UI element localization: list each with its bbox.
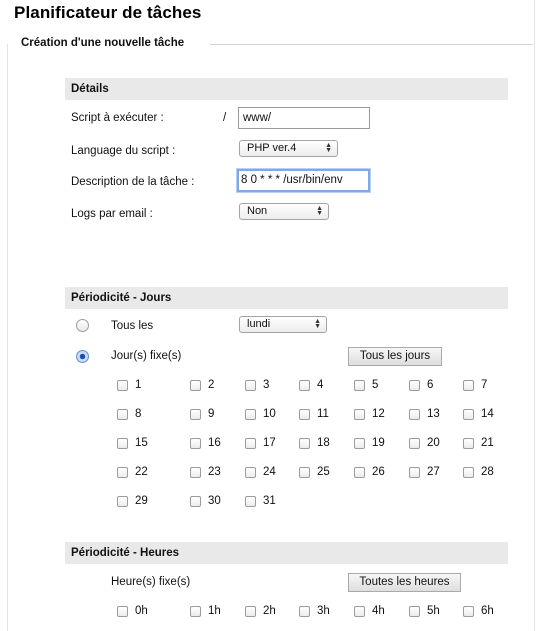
day-checkbox-label: 26 [372, 466, 385, 478]
radio-fixed-days[interactable] [76, 350, 89, 363]
hour-checkbox[interactable] [245, 606, 256, 617]
script-path-prefix: / [223, 112, 227, 124]
day-checkbox-label: 8 [135, 408, 142, 420]
legend-divider [210, 44, 533, 45]
day-checkbox[interactable] [409, 409, 420, 420]
day-checkbox[interactable] [117, 496, 128, 507]
day-checkbox-label: 15 [135, 437, 148, 449]
day-checkbox[interactable] [299, 380, 310, 391]
all-days-button[interactable]: Tous les jours [348, 347, 442, 366]
hour-checkbox-label: 2h [263, 605, 276, 617]
day-checkbox[interactable] [409, 380, 420, 391]
day-checkbox-label: 24 [263, 466, 276, 478]
day-checkbox-label: 3 [263, 379, 270, 391]
day-checkbox[interactable] [117, 409, 128, 420]
page-title: Planificateur de tâches [14, 3, 202, 22]
day-checkbox[interactable] [354, 438, 365, 449]
hour-checkbox[interactable] [190, 606, 201, 617]
hour-checkbox[interactable] [354, 606, 365, 617]
right-border [534, 0, 535, 631]
day-checkbox-label: 6 [427, 379, 434, 391]
hour-checkbox[interactable] [299, 606, 310, 617]
day-checkbox-label: 13 [427, 408, 440, 420]
script-path-input[interactable]: www/ [238, 107, 370, 129]
day-checkbox-label: 14 [481, 408, 494, 420]
day-checkbox[interactable] [299, 409, 310, 420]
day-checkbox-label: 25 [317, 466, 330, 478]
language-select[interactable] [239, 140, 338, 157]
radio-every-day[interactable] [76, 319, 89, 332]
logs-email-label: Logs par email : [71, 208, 153, 220]
left-border [7, 44, 8, 631]
day-checkbox-label: 20 [427, 437, 440, 449]
language-select-value: PHP ver.4 [247, 142, 297, 154]
logs-email-select[interactable] [239, 203, 329, 220]
hour-checkbox-label: 4h [372, 605, 385, 617]
every-day-label: Tous les [111, 320, 154, 332]
hour-checkbox-label: 1h [208, 605, 221, 617]
fixed-hours-label: Heure(s) fixe(s) [111, 576, 191, 588]
day-checkbox[interactable] [190, 438, 201, 449]
day-checkbox-label: 4 [317, 379, 324, 391]
day-checkbox-label: 28 [481, 466, 494, 478]
day-checkbox[interactable] [354, 467, 365, 478]
day-checkbox[interactable] [299, 467, 310, 478]
weekday-select[interactable] [239, 316, 327, 333]
logs-email-select-value: Non [247, 205, 268, 217]
fixed-days-label: Jour(s) fixe(s) [111, 350, 182, 362]
hour-checkbox-label: 5h [427, 605, 440, 617]
day-checkbox[interactable] [190, 409, 201, 420]
day-checkbox-label: 17 [263, 437, 276, 449]
day-checkbox-label: 2 [208, 379, 215, 391]
hour-checkbox[interactable] [463, 606, 474, 617]
hour-checkbox[interactable] [117, 606, 128, 617]
day-checkbox[interactable] [354, 409, 365, 420]
day-checkbox-label: 12 [372, 408, 385, 420]
hour-checkbox[interactable] [409, 606, 420, 617]
day-checkbox[interactable] [117, 438, 128, 449]
language-label: Language du script : [71, 145, 176, 157]
day-checkbox[interactable] [117, 467, 128, 478]
day-checkbox[interactable] [409, 438, 420, 449]
hour-checkbox-label: 6h [481, 605, 494, 617]
day-checkbox[interactable] [409, 467, 420, 478]
day-checkbox[interactable] [245, 380, 256, 391]
day-checkbox[interactable] [463, 438, 474, 449]
day-checkbox-label: 19 [372, 437, 385, 449]
form-legend: Création d'une nouvelle tâche [21, 37, 185, 49]
day-checkbox[interactable] [245, 467, 256, 478]
select-arrows-icon: ▲ ▼ [314, 318, 321, 330]
day-checkbox[interactable] [354, 380, 365, 391]
day-checkbox[interactable] [190, 496, 201, 507]
day-checkbox[interactable] [190, 467, 201, 478]
day-checkbox-label: 22 [135, 466, 148, 478]
day-checkbox[interactable] [245, 438, 256, 449]
hour-checkbox-label: 0h [135, 605, 148, 617]
days-header: Périodicité - Jours [65, 287, 508, 309]
hour-checkbox-label: 3h [317, 605, 330, 617]
day-checkbox[interactable] [299, 438, 310, 449]
day-checkbox-label: 18 [317, 437, 330, 449]
all-hours-button[interactable]: Toutes les heures [348, 573, 461, 592]
select-arrows-icon: ▲ ▼ [325, 142, 332, 154]
day-checkbox-label: 11 [317, 408, 329, 420]
day-checkbox[interactable] [245, 496, 256, 507]
day-checkbox[interactable] [190, 380, 201, 391]
details-header: Détails [65, 78, 508, 100]
day-checkbox[interactable] [463, 380, 474, 391]
day-checkbox-label: 10 [263, 408, 276, 420]
day-checkbox[interactable] [463, 467, 474, 478]
day-checkbox-label: 21 [481, 437, 494, 449]
description-input[interactable]: 8 0 * * * /usr/bin/env [237, 169, 370, 192]
day-checkbox-label: 27 [427, 466, 440, 478]
select-arrows-icon: ▲ ▼ [316, 205, 323, 217]
hours-header: Périodicité - Heures [65, 542, 508, 564]
description-label: Description de la tâche : [71, 176, 195, 188]
weekday-select-value: lundi [247, 318, 271, 330]
day-checkbox-label: 1 [135, 379, 142, 391]
day-checkbox-label: 9 [208, 408, 215, 420]
script-label: Script à exécuter : [71, 112, 164, 124]
day-checkbox-label: 16 [208, 437, 221, 449]
day-checkbox[interactable] [245, 409, 256, 420]
day-checkbox-label: 30 [208, 495, 221, 507]
day-checkbox-label: 7 [481, 379, 488, 391]
day-checkbox-label: 5 [372, 379, 379, 391]
day-checkbox-label: 23 [208, 466, 221, 478]
day-checkbox[interactable] [117, 380, 128, 391]
day-checkbox-label: 31 [263, 495, 276, 507]
day-checkbox[interactable] [463, 409, 474, 420]
day-checkbox-label: 29 [135, 495, 148, 507]
